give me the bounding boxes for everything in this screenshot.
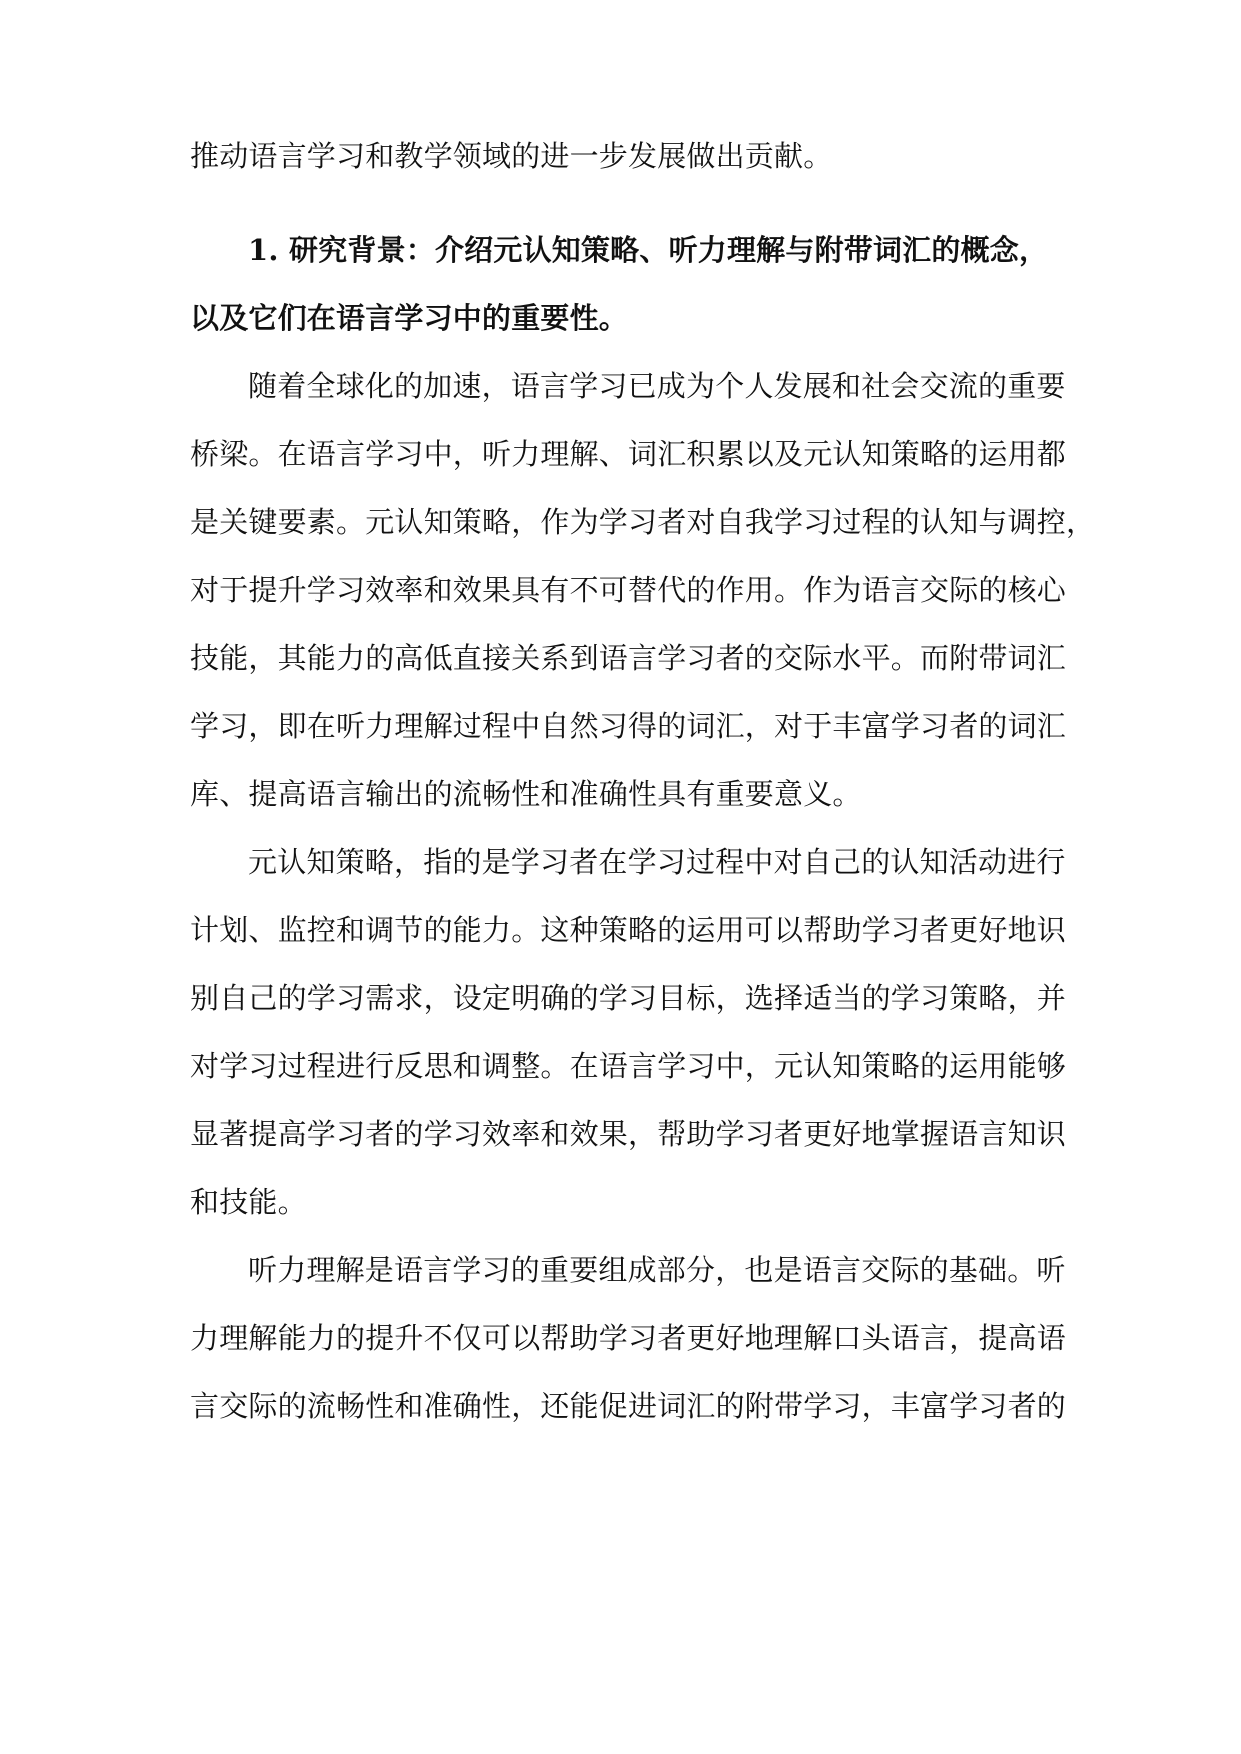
paragraph-1-line-4: 对于提升学习效率和效果具有不可替代的作用。作为语言交际的核心 (190, 573, 1067, 607)
paragraph-2-line-3: 别自己的学习需求，设定明确的学习目标，选择适当的学习策略，并 (190, 981, 1067, 1015)
paragraph-1-line-5: 技能，其能力的高低直接关系到语言学习者的交际水平。而附带词汇 (190, 641, 1067, 675)
paragraph-2-line-6: 和技能。 (190, 1185, 307, 1219)
paragraph-3-line-2: 力理解能力的提升不仅可以帮助学习者更好地理解口头语言，提高语 (190, 1321, 1067, 1355)
paragraph-1-line-7: 库、提高语言输出的流畅性和准确性具有重要意义。 (190, 777, 862, 811)
paragraph-2-line-1: 元认知策略，指的是学习者在学习过程中对自己的认知活动进行 (248, 845, 1066, 879)
paragraph-1-line-6: 学习，即在听力理解过程中自然习得的词汇，对于丰富学习者的词汇 (190, 709, 1067, 743)
paragraph-2-line-5: 显著提高学习者的学习效率和效果，帮助学习者更好地掌握语言知识 (190, 1117, 1067, 1151)
paragraph-2-line-2: 计划、监控和调节的能力。这种策略的运用可以帮助学习者更好地识 (190, 913, 1067, 947)
paragraph-2-line-4: 对学习过程进行反思和调整。在语言学习中，元认知策略的运用能够 (190, 1049, 1067, 1083)
paragraph-1-line-2: 桥梁。在语言学习中，听力理解、词汇积累以及元认知策略的运用都 (190, 437, 1067, 471)
paragraph-1-line-1: 随着全球化的加速，语言学习已成为个人发展和社会交流的重要 (248, 369, 1066, 403)
paragraph-3-line-1: 听力理解是语言学习的重要组成部分，也是语言交际的基础。听 (248, 1253, 1066, 1287)
paragraph-1-line-3: 是关键要素。元认知策略，作为学习者对自我学习过程的认知与调控， (190, 505, 1096, 539)
section-heading-line-1: 1. 研究背景：介绍元认知策略、听力理解与附带词汇的概念， (248, 233, 1049, 267)
section-heading-line-2: 以及它们在语言学习中的重要性。 (190, 301, 629, 335)
intro-tail-line: 推动语言学习和教学领域的进一步发展做出贡献。 (190, 139, 833, 173)
paragraph-3-line-3: 言交际的流畅性和准确性，还能促进词汇的附带学习，丰富学习者的 (190, 1389, 1067, 1423)
